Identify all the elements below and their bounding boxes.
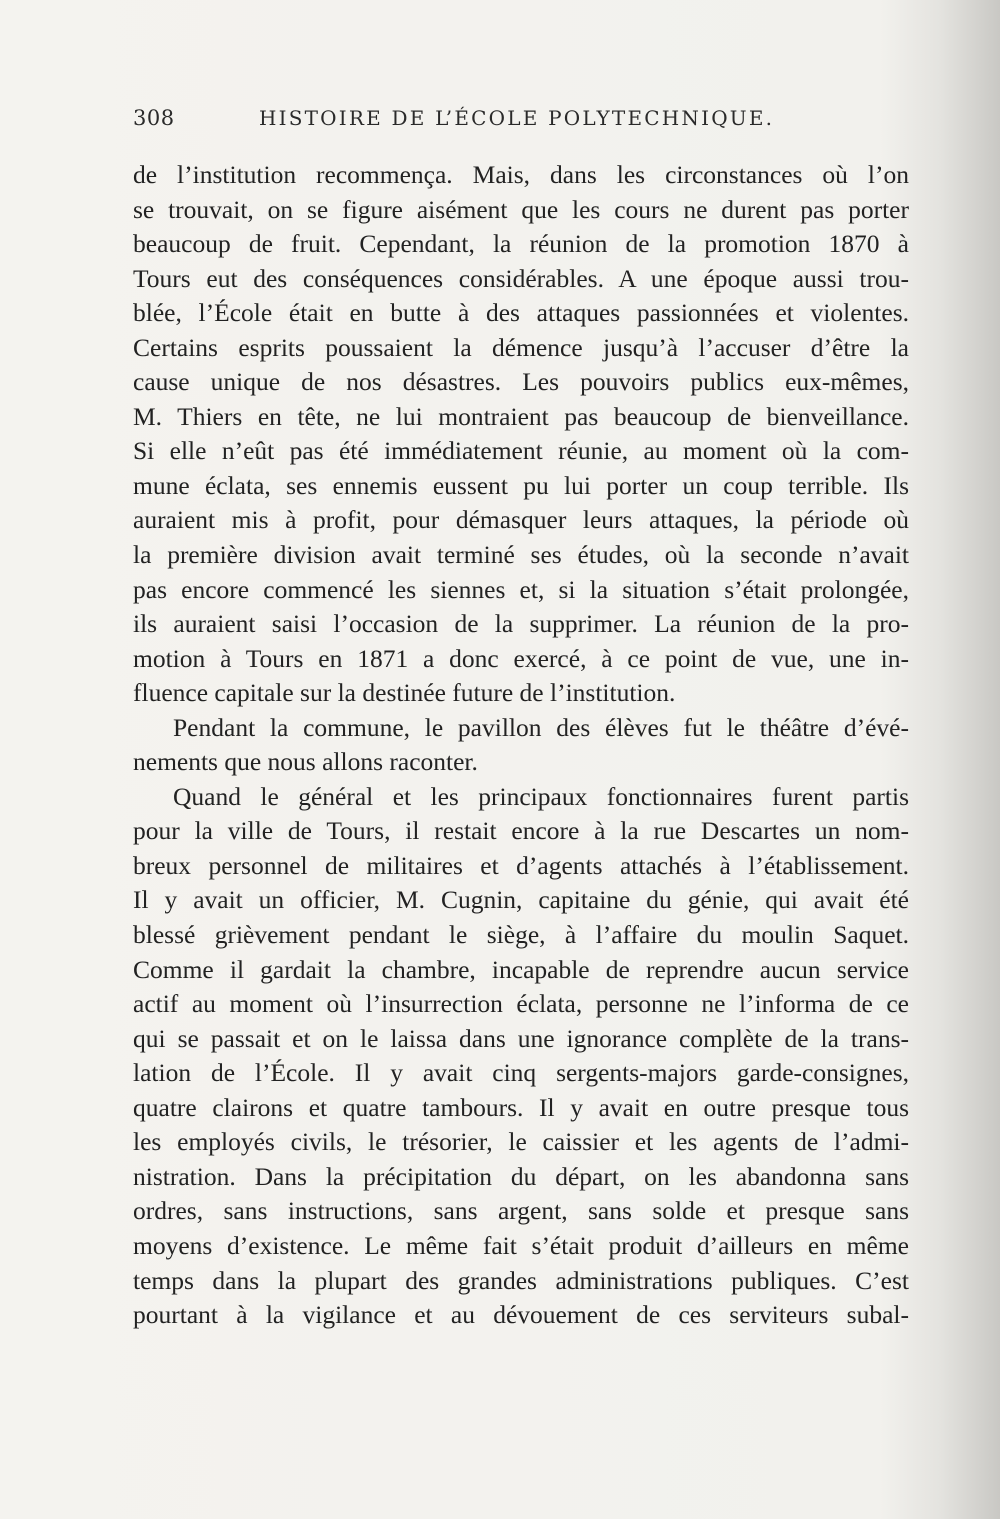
text-line: cause unique de nos désastres. Les pouvoirs publics eux-mêmes, [133,367,909,397]
text-line: la première division avait terminé ses études, où la seconde n’avait [133,540,909,570]
text-line: temps dans la plupart des grandes administrations publiques. C’est [133,1265,909,1295]
page-number: 308 [133,106,175,130]
text-line: pour la ville de Tours, il restait encore à la rue Descartes un nom- [133,816,909,846]
text-line: moyens d’existence. Le même fait s’était produit d’ailleurs en même [133,1230,909,1260]
text-line: de l’institution recommença. Mais, dans les circonstances où l’on [133,160,909,189]
text-line: Certains esprits poussaient la démence jusqu’à l’accuser d’être la [133,332,909,362]
text-line: quatre clairons et quatre tambours. Il y avait en outre presque tous [133,1092,909,1122]
text-line: Il y avait un officier, M. Cugnin, capitaine du génie, qui avait été [133,885,909,915]
text-line: ils auraient saisi l’occasion de la supprimer. La réunion de la pro- [133,609,909,639]
text-line: pourtant à la vigilance et au dévouement de ces serviteurs subal- [133,1300,909,1330]
body-text [133,158,909,1333]
text-line: blée, l’École était en butte à des attaques passionnées et violentes. [133,298,909,328]
paragraph-first-line: Quand le général et les principaux fonctionnaires furent partis [173,781,909,811]
paragraph-last-line: fluence capitale sur la destinée future de l’institution. [133,678,676,708]
text-line: mune éclata, ses ennemis eussent pu lui porter un coup terrible. Ils [133,470,909,500]
text-line: qui se passait et on le laissa dans une ignorance complète de la trans- [133,1023,909,1053]
paragraph-first-line: Pendant la commune, le pavillon des élèves fut le théâtre d’évé- [173,712,909,742]
text-line: ordres, sans instructions, sans argent, sans solde et presque sans [133,1196,909,1226]
text-line: Si elle n’eût pas été immédiatement réunie, au moment où la com- [133,436,909,466]
text-line: auraient mis à profit, pour démasquer leurs attaques, la période où [133,505,909,535]
paragraph-last-line: nements que nous allons raconter. [133,747,478,777]
text-line: pas encore commencé les siennes et, si la situation s’était prolongée, [133,574,909,604]
text-line: motion à Tours en 1871 a donc exercé, à ce point de vue, une in- [133,643,909,673]
text-line: se trouvait, on se figure aisément que les cours ne durent pas porter [133,194,909,224]
text-line: Tours eut des conséquences considérables. A une époque aussi trou- [133,263,909,293]
text-line: Comme il gardait la chambre, incapable de reprendre aucun service [133,954,909,984]
text-line: breux personnel de militaires et d’agents attachés à l’établissement. [133,850,909,880]
text-line: actif au moment où l’insurrection éclata, personne ne l’informa de ce [133,989,909,1019]
text-line: beaucoup de fruit. Cependant, la réunion de la promotion 1870 à [133,229,909,259]
text-line: nistration. Dans la précipitation du départ, on les abandonna sans [133,1161,909,1191]
text-line: lation de l’École. Il y avait cinq sergents-majors garde-consignes, [133,1058,909,1088]
text-line: les employés civils, le trésorier, le caissier et les agents de l’admi- [133,1127,909,1157]
text-line: blessé grièvement pendant le siège, à l’affaire du moulin Saquet. [133,920,909,950]
page-header [133,106,909,140]
text-line: M. Thiers en tête, ne lui montraient pas beaucoup de bienveillance. [133,401,909,431]
running-head: HISTOIRE DE L’ÉCOLE POLYTECHNIQUE. [259,106,775,130]
